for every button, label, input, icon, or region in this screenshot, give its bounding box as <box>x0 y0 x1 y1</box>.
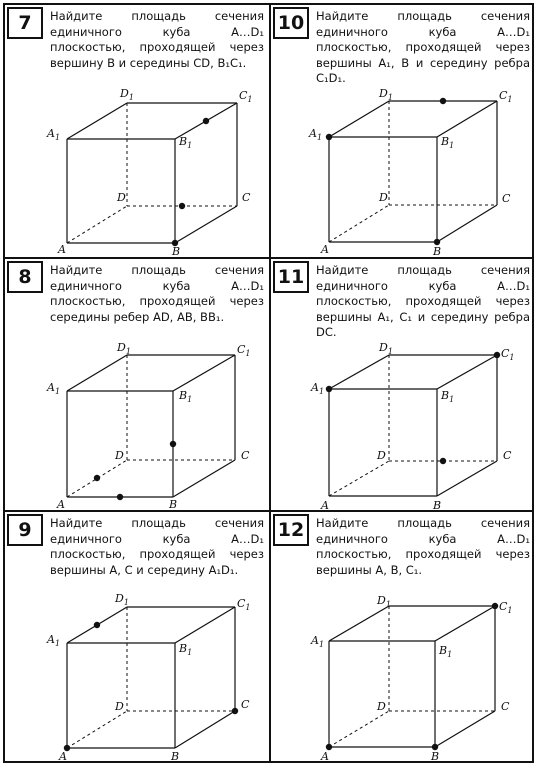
label-C1: $C_1$ <box>501 347 515 362</box>
point-mid-AB <box>117 494 123 500</box>
point-mid-BB1 <box>170 441 176 447</box>
point-A1 <box>326 134 332 140</box>
point-mid-C1D1 <box>440 98 446 104</box>
problem-number: 11 <box>273 261 309 293</box>
label-A1: $A_1$ <box>309 127 323 142</box>
label-B1: $B_1$ <box>179 389 193 404</box>
label-C: C <box>501 700 510 713</box>
label-C: C <box>503 449 512 462</box>
label-D: D <box>377 449 386 462</box>
label-D1: $D_1$ <box>115 592 129 607</box>
label-D1: $D_1$ <box>379 341 393 356</box>
label-A1: $A_1$ <box>311 381 325 396</box>
point-A1 <box>326 386 332 392</box>
label-B: B <box>169 498 178 510</box>
label-A: A <box>321 243 329 256</box>
label-B: B <box>172 245 181 257</box>
problem-text: Найдите площадь сечения единичного куба A…D₁ плоскостью, проходящей через вершины A, C и середину A₁D₁. <box>50 516 264 577</box>
label-D1: $D_1$ <box>379 87 393 102</box>
problem-number: 8 <box>7 261 43 293</box>
label-D: D <box>115 700 124 713</box>
problem-text: Найдите площадь сечения единичного куба A…D₁ плоскостью, проходящей через середины ребер AD, AB, BB₁. <box>50 263 264 324</box>
problem-text: Найдите площадь сечения единичного куба A…D₁ плоскостью, проходящей через вершину B и середины CD, B₁C₁. <box>50 9 264 70</box>
problem-12 <box>271 512 535 764</box>
label-A: A <box>57 498 65 510</box>
label-B: B <box>171 750 180 762</box>
label-C: C <box>242 191 251 204</box>
problem-8 <box>5 259 269 511</box>
label-D1: $D_1$ <box>377 594 391 609</box>
label-B: B <box>433 499 442 510</box>
cube-figure <box>5 5 269 257</box>
label-A1: $A_1$ <box>47 127 61 142</box>
cube-figure <box>271 5 535 257</box>
cube-figure <box>5 512 269 762</box>
label-B1: $B_1$ <box>439 644 453 659</box>
problem-text: Найдите площадь сечения единичного куба A…D₁ плоскостью, проходящей через вершины A₁, C₁ и середину ребра DC. <box>316 263 530 339</box>
label-B1: $B_1$ <box>441 389 455 404</box>
label-B1: $B_1$ <box>441 135 455 150</box>
point-on-B1C1 <box>203 118 209 124</box>
label-A1: $A_1$ <box>47 381 61 396</box>
problem-number: 9 <box>7 514 43 546</box>
label-A1: $A_1$ <box>47 633 61 648</box>
worksheet <box>3 3 534 763</box>
problem-number: 7 <box>7 7 43 39</box>
cube-figure <box>271 512 535 762</box>
label-C: C <box>241 449 250 462</box>
label-B: B <box>431 750 440 762</box>
label-C1: $C_1$ <box>239 89 253 104</box>
label-A: A <box>321 499 329 510</box>
label-D1: $D_1$ <box>120 87 134 102</box>
label-C: C <box>502 192 511 205</box>
problem-9 <box>5 512 269 764</box>
point-mid-AD <box>94 475 100 481</box>
label-D: D <box>379 191 388 204</box>
label-D: D <box>115 449 124 462</box>
label-D: D <box>377 700 386 713</box>
point-C1 <box>494 352 500 358</box>
cube-figure <box>5 259 269 510</box>
label-C1: $C_1$ <box>499 600 513 615</box>
label-C1: $C_1$ <box>237 597 251 612</box>
problem-10 <box>271 5 535 257</box>
label-C1: $C_1$ <box>499 89 513 104</box>
label-A: A <box>321 750 329 762</box>
label-C: C <box>241 698 250 711</box>
label-D1: $D_1$ <box>117 341 131 356</box>
label-A: A <box>59 750 67 762</box>
problem-number: 10 <box>273 7 309 39</box>
label-A1: $A_1$ <box>311 634 325 649</box>
point-mid-CD <box>179 203 185 209</box>
point-mid-DC <box>440 458 446 464</box>
problem-text: Найдите площадь сечения единичного куба A…D₁ плоскостью, проходящей через вершины A, B, C₁. <box>316 516 530 577</box>
point-C <box>232 708 238 714</box>
label-B: B <box>433 245 442 257</box>
problem-7 <box>5 5 269 257</box>
point-mid-A1D1 <box>94 622 100 628</box>
label-A: A <box>58 243 66 256</box>
label-C1: $C_1$ <box>237 343 251 358</box>
point-C1 <box>492 603 498 609</box>
problem-number: 12 <box>273 514 309 546</box>
problem-text: Найдите площадь сечения единичного куба A…D₁ плоскостью, проходящей через вершины A₁, B и середину ребра C₁D₁. <box>316 9 530 85</box>
label-B1: $B_1$ <box>179 135 193 150</box>
label-B1: $B_1$ <box>179 642 193 657</box>
cube-figure <box>271 259 535 510</box>
problem-11 <box>271 259 535 511</box>
label-D: D <box>117 191 126 204</box>
